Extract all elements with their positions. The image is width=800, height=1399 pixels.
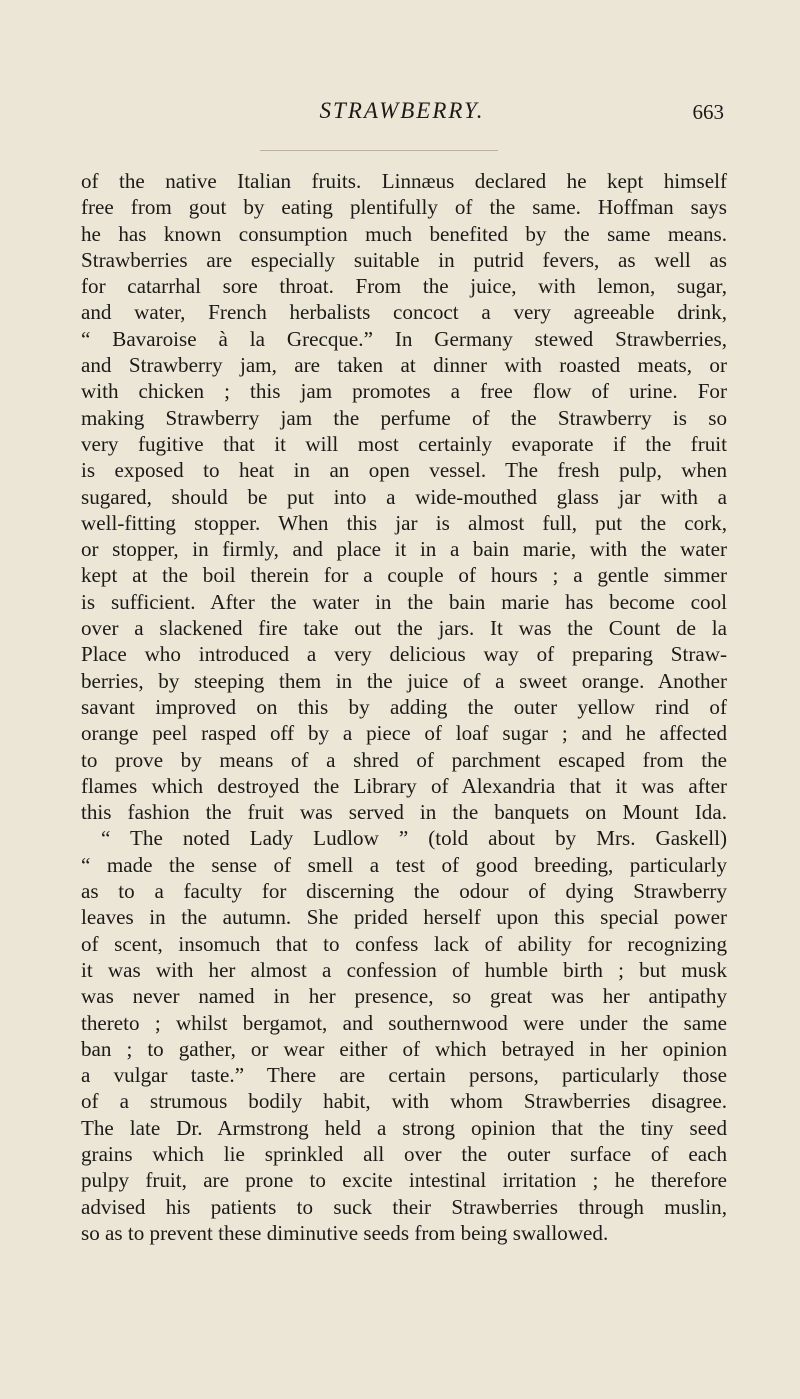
text-line: and water, French herbalists concoct a very agreeable drink, <box>81 300 727 325</box>
body-text <box>81 168 727 1246</box>
text-line: so as to prevent these diminutive seeds from being swallowed. <box>81 1220 609 1245</box>
text-line: for catarrhal sore throat. From the juice, with lemon, sugar, <box>81 274 727 299</box>
text-line: Strawberries are especially suitable in putrid fevers, as well as <box>81 247 727 272</box>
text-line: kept at the boil therein for a couple of hours ; a gentle simmer <box>81 563 727 588</box>
text-line: with chicken ; this jam promotes a free flow of urine. For <box>81 379 727 404</box>
running-title: STRAWBERRY. <box>319 98 485 123</box>
text-line: pulpy fruit, are prone to excite intestinal irritation ; he therefore <box>81 1168 727 1193</box>
text-line: savant improved on this by adding the outer yellow rind of <box>81 694 727 719</box>
text-line: and Strawberry jam, are taken at dinner with roasted meats, or <box>81 353 727 378</box>
text-line: very fugitive that it will most certainly evaporate if the fruit <box>81 431 727 456</box>
text-line: this fashion the fruit was served in the banquets on Mount Ida. <box>81 800 727 825</box>
text-line: well-fitting stopper. When this jar is almost full, put the cork, <box>81 510 727 535</box>
text-line: making Strawberry jam the perfume of the Strawberry is so <box>81 405 727 430</box>
text-line: sugared, should be put into a wide-mouthed glass jar with a <box>81 484 727 509</box>
text-line: orange peel rasped off by a piece of loaf sugar ; and he affected <box>81 721 727 746</box>
text-line: is sufficient. After the water in the bain marie has become cool <box>81 589 727 614</box>
text-line: is exposed to heat in an open vessel. The fresh pulp, when <box>81 458 727 483</box>
text-line: over a slackened fire take out the jars. It was the Count de la <box>81 616 727 641</box>
text-line: leaves in the autumn. She prided herself upon this special power <box>81 905 727 930</box>
text-line: it was with her almost a confession of humble birth ; but musk <box>81 957 727 982</box>
text-line: “ The noted Lady Ludlow ” (told about by Mrs. Gaskell) <box>101 826 727 851</box>
text-line: a vulgar taste.” There are certain persons, particularly those <box>81 1063 727 1088</box>
text-line: was never named in her presence, so great was her antipathy <box>81 984 727 1009</box>
text-line: berries, by steeping them in the juice of a sweet orange. Another <box>81 668 727 693</box>
header-rule <box>260 150 498 151</box>
text-line: Place who introduced a very delicious way of preparing Straw- <box>81 642 727 667</box>
text-line: to prove by means of a shred of parchment escaped from the <box>81 747 727 772</box>
text-line: thereto ; whilst bergamot, and southernwood were under the same <box>81 1010 727 1035</box>
running-head <box>80 96 724 130</box>
text-line: flames which destroyed the Library of Alexandria that it was after <box>81 773 727 798</box>
text-line: of a strumous bodily habit, with whom Strawberries disagree. <box>81 1089 727 1114</box>
text-line: he has known consumption much benefited by the same means. <box>81 221 727 246</box>
text-line: as to a faculty for discerning the odour of dying Strawberry <box>81 879 727 904</box>
text-line: The late Dr. Armstrong held a strong opinion that the tiny seed <box>81 1115 727 1140</box>
text-line: or stopper, in firmly, and place it in a bain marie, with the water <box>81 537 727 562</box>
text-line: “ made the sense of smell a test of good breeding, particularly <box>81 852 727 877</box>
text-line: “ Bavaroise à la Grecque.” In Germany stewed Strawberries, <box>81 326 727 351</box>
text-line: advised his patients to suck their Strawberries through muslin, <box>81 1194 727 1219</box>
text-line: grains which lie sprinkled all over the outer surface of each <box>81 1141 727 1166</box>
text-line: of the native Italian fruits. Linnæus declared he kept himself <box>81 169 727 193</box>
text-line: free from gout by eating plentifully of the same. Hoffman says <box>81 195 727 220</box>
text-line: ban ; to gather, or wear either of which betrayed in her opinion <box>81 1036 727 1061</box>
text-line: of scent, insomuch that to confess lack of ability for recognizing <box>81 931 727 956</box>
page-number: 663 <box>692 100 724 124</box>
